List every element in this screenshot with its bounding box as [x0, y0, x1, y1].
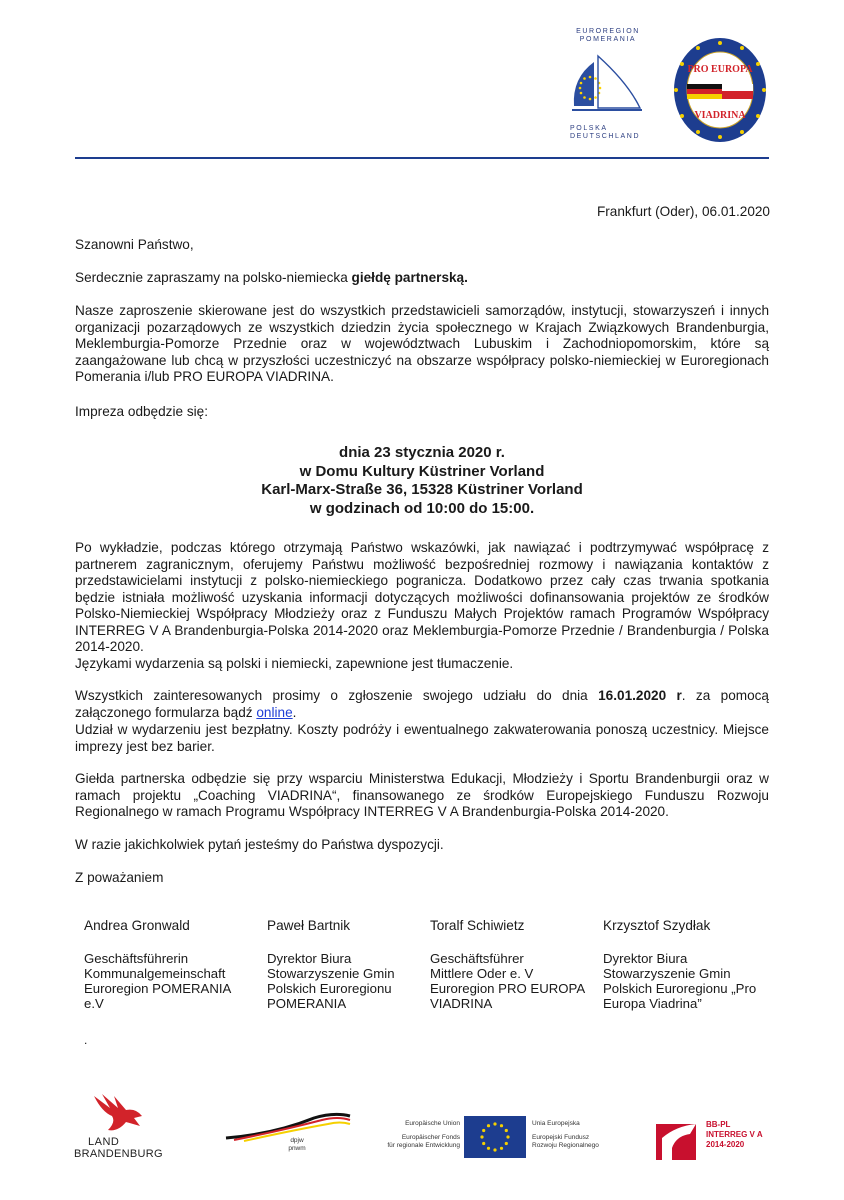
signatory-name: Andrea Gronwald [84, 918, 190, 933]
eu-efre-logo [372, 1114, 612, 1160]
date-line: Frankfurt (Oder), 06.01.2020 [596, 204, 770, 219]
signatory-org: Europa Viadrina” [603, 996, 702, 1011]
header-divider [75, 157, 769, 159]
brandenburg-text-2: BRANDENBURG [74, 1148, 163, 1160]
eu-de-title: Europäische Union [405, 1120, 460, 1127]
signatory-org: Polskich Euroregionu „Pro [603, 981, 757, 996]
eu-de-line2: für regionale Entwicklung [387, 1142, 460, 1149]
signatory-role: Geschäftsführerin [84, 951, 189, 966]
signatory-org: POMERANIA [267, 996, 347, 1011]
eu-pl-line2: Rozwoju Regionalnego [532, 1142, 599, 1149]
pro-europa-viadrina-logo [672, 36, 768, 144]
invitation-text: Serdecznie zapraszamy na polsko-niemiecka [75, 270, 352, 285]
land-brandenburg-logo [74, 1090, 174, 1165]
signatory-role: Geschäftsführer [430, 951, 524, 966]
pomerania-sail-icon [568, 48, 648, 128]
eu-flag-icon [464, 1116, 526, 1158]
pomerania-logo-text-bottom2: DEUTSCHLAND [570, 133, 641, 140]
registration-paragraph [75, 688, 769, 721]
signatory-org: Mittlere Oder e. V [430, 966, 534, 981]
signatory-org: Euroregion POMERANIA e.V [84, 981, 231, 1011]
signatory-name: Toralf Schiwietz [430, 918, 525, 933]
signatory-bartnik [267, 918, 437, 1011]
languages-line: Językami wydarzenia są polski i niemiecki, zapewnione jest tłumaczenie. [75, 656, 514, 671]
invitation-line [75, 270, 769, 287]
contact-line: W razie jakichkolwiek pytań jesteśmy do Państwa dyspozycji. [75, 837, 444, 852]
interreg-arrow-icon [656, 1118, 700, 1162]
pomerania-logo-text-top: EUROREGION [576, 28, 640, 35]
eu-pl-line1: Europejski Fundusz [532, 1134, 590, 1141]
online-registration-link[interactable]: online [256, 704, 293, 720]
interreg-text-3: 2014-2020 [706, 1140, 745, 1149]
signatory-name: Paweł Bartnik [267, 918, 351, 933]
signatory-org: VIADRINA [430, 996, 493, 1011]
signatory-name: Krzysztof Szydłak [603, 918, 711, 933]
interreg-text-1: BB-PL [706, 1120, 731, 1129]
eu-de-line1: Europäischer Fonds [401, 1134, 460, 1141]
signatory-org: Euroregion PRO EUROPA [430, 981, 586, 996]
eu-pl-title: Unia Europejska [532, 1120, 580, 1127]
signatory-role: Dyrektor Biura [603, 951, 688, 966]
brandenburg-eagle-icon [88, 1090, 148, 1136]
event-intro: Impreza odbędzie się: [75, 404, 208, 419]
signatory-org: Stowarzyszenie Gmin [603, 966, 731, 981]
audience-paragraph: Nasze zaproszenie skierowane jest do wszystkich przedstawicieli samorządów, instytucji, stowarzyszeń i innych organizacji pozarządowych ze wszystkich dziedzin życia społecznego w Krajach Związkowych Brandenburgia, Meklemburgia-Pomorze Przednie oraz w województwach Lubuskim i Zachodniopomorskim, które są zaangażowane lub chcą w przyszłości uczestniczyć na obszarze współpracy polsko-niemieckiej w Euroregionach Pomerania i/lub PRO EUROPA VIADRINA. [75, 303, 769, 384]
registration-deadline: 16.01.2020 r [598, 688, 682, 703]
registration-suffix: . [292, 704, 297, 720]
support-paragraph: Giełda partnerska odbędzie się przy wsparciu Ministerstwa Edukacji, Młodzieży i Sportu Brandenburgii oraz w ramach projektu „Coaching VIADRINA“, finansowanego ze środków Europejskiego Funduszu Rozwoju Regionalnego w ramach Programu Współpracy INTERREG V A Brandenburgia-Polska 2014-2020. [75, 771, 769, 819]
costs-paragraph: Udział w wydarzeniu jest bezpłatny. Koszty podróży i ewentualnego zakwaterowania ponoszą uczestnicy. Miejsce imprezy jest bez barier. [75, 722, 769, 754]
registration-mid: . za pomocą załączonego formularza bądź [75, 688, 769, 720]
signatory-gronwald [84, 918, 254, 1011]
signatory-org: Kommunalgemeinschaft [84, 966, 226, 981]
event-details [75, 444, 769, 518]
invitation-bold: giełdę partnerską. [351, 270, 468, 285]
brandenburg-text-1: LAND [88, 1136, 120, 1148]
pomerania-logo-text-top2: POMERANIA [579, 36, 637, 43]
viadrina-bottom-text: VIADRINA [694, 110, 746, 121]
salutation: Szanowni Państwo, [75, 237, 194, 252]
signatory-org: Polskich Euroregionu [267, 981, 392, 996]
signatory-schiwietz [430, 918, 600, 1011]
viadrina-top-text: PRO EUROPA [687, 64, 753, 75]
euroregion-pomerania-logo [568, 28, 648, 146]
trailing-dot: . [84, 1033, 88, 1047]
interreg-bbpl-logo [656, 1114, 770, 1164]
pnwm-text: pnwm [288, 1145, 306, 1152]
event-date: dnia 23 stycznia 2020 r. [339, 444, 505, 461]
pomerania-logo-text-bottom: POLSKA [570, 125, 608, 132]
viadrina-emblem-icon [672, 36, 768, 144]
program-paragraph: Po wykładzie, podczas którego otrzymają Państwo wskazówki, jak nawiązać i podtrzymywać współpracę z partnerem zagranicznym, oferujemy Państwu możliwość bezpośredniej rozmowy i nawiązania kontaktów z przedstawicielami instytucji z polsko-niemieckiego pogranicza. Dodatkowo przez cały czas trwania spotkania będzie istniała możliwość uzyskania informacji dotyczących możliwości dofinansowania projektów ze środków Polsko-Niemieckiej Współpracy Młodzieży oraz z Funduszu Małych Projektów ramach Programów Współpracy INTERREG V A Brandenburgia-Polska 2014-2020 oraz Meklemburgia-Pomorze Przednie / Brandenburgia / Polska 2014-2020. [75, 540, 769, 654]
closing: Z poważaniem [75, 870, 164, 885]
event-venue: w Domu Kultury Küstriner Vorland [299, 462, 545, 480]
interreg-text-2: INTERREG V A [706, 1130, 763, 1139]
dpjw-text: dpjw [290, 1137, 304, 1144]
signatory-szydlak [603, 918, 773, 1011]
registration-text: Wszystkich zainteresowanych prosimy o zgłoszenie swojego udziału do dnia [75, 688, 599, 703]
event-address: Karl-Marx-Straße 36, 15328 Küstriner Vorland [261, 481, 583, 498]
event-hours: w godzinach od 10:00 do 15:00. [309, 499, 535, 517]
signatory-org: Stowarzyszenie Gmin [267, 966, 395, 981]
dpjw-pnwm-logo [224, 1112, 352, 1154]
signatory-role: Dyrektor Biura [267, 951, 352, 966]
